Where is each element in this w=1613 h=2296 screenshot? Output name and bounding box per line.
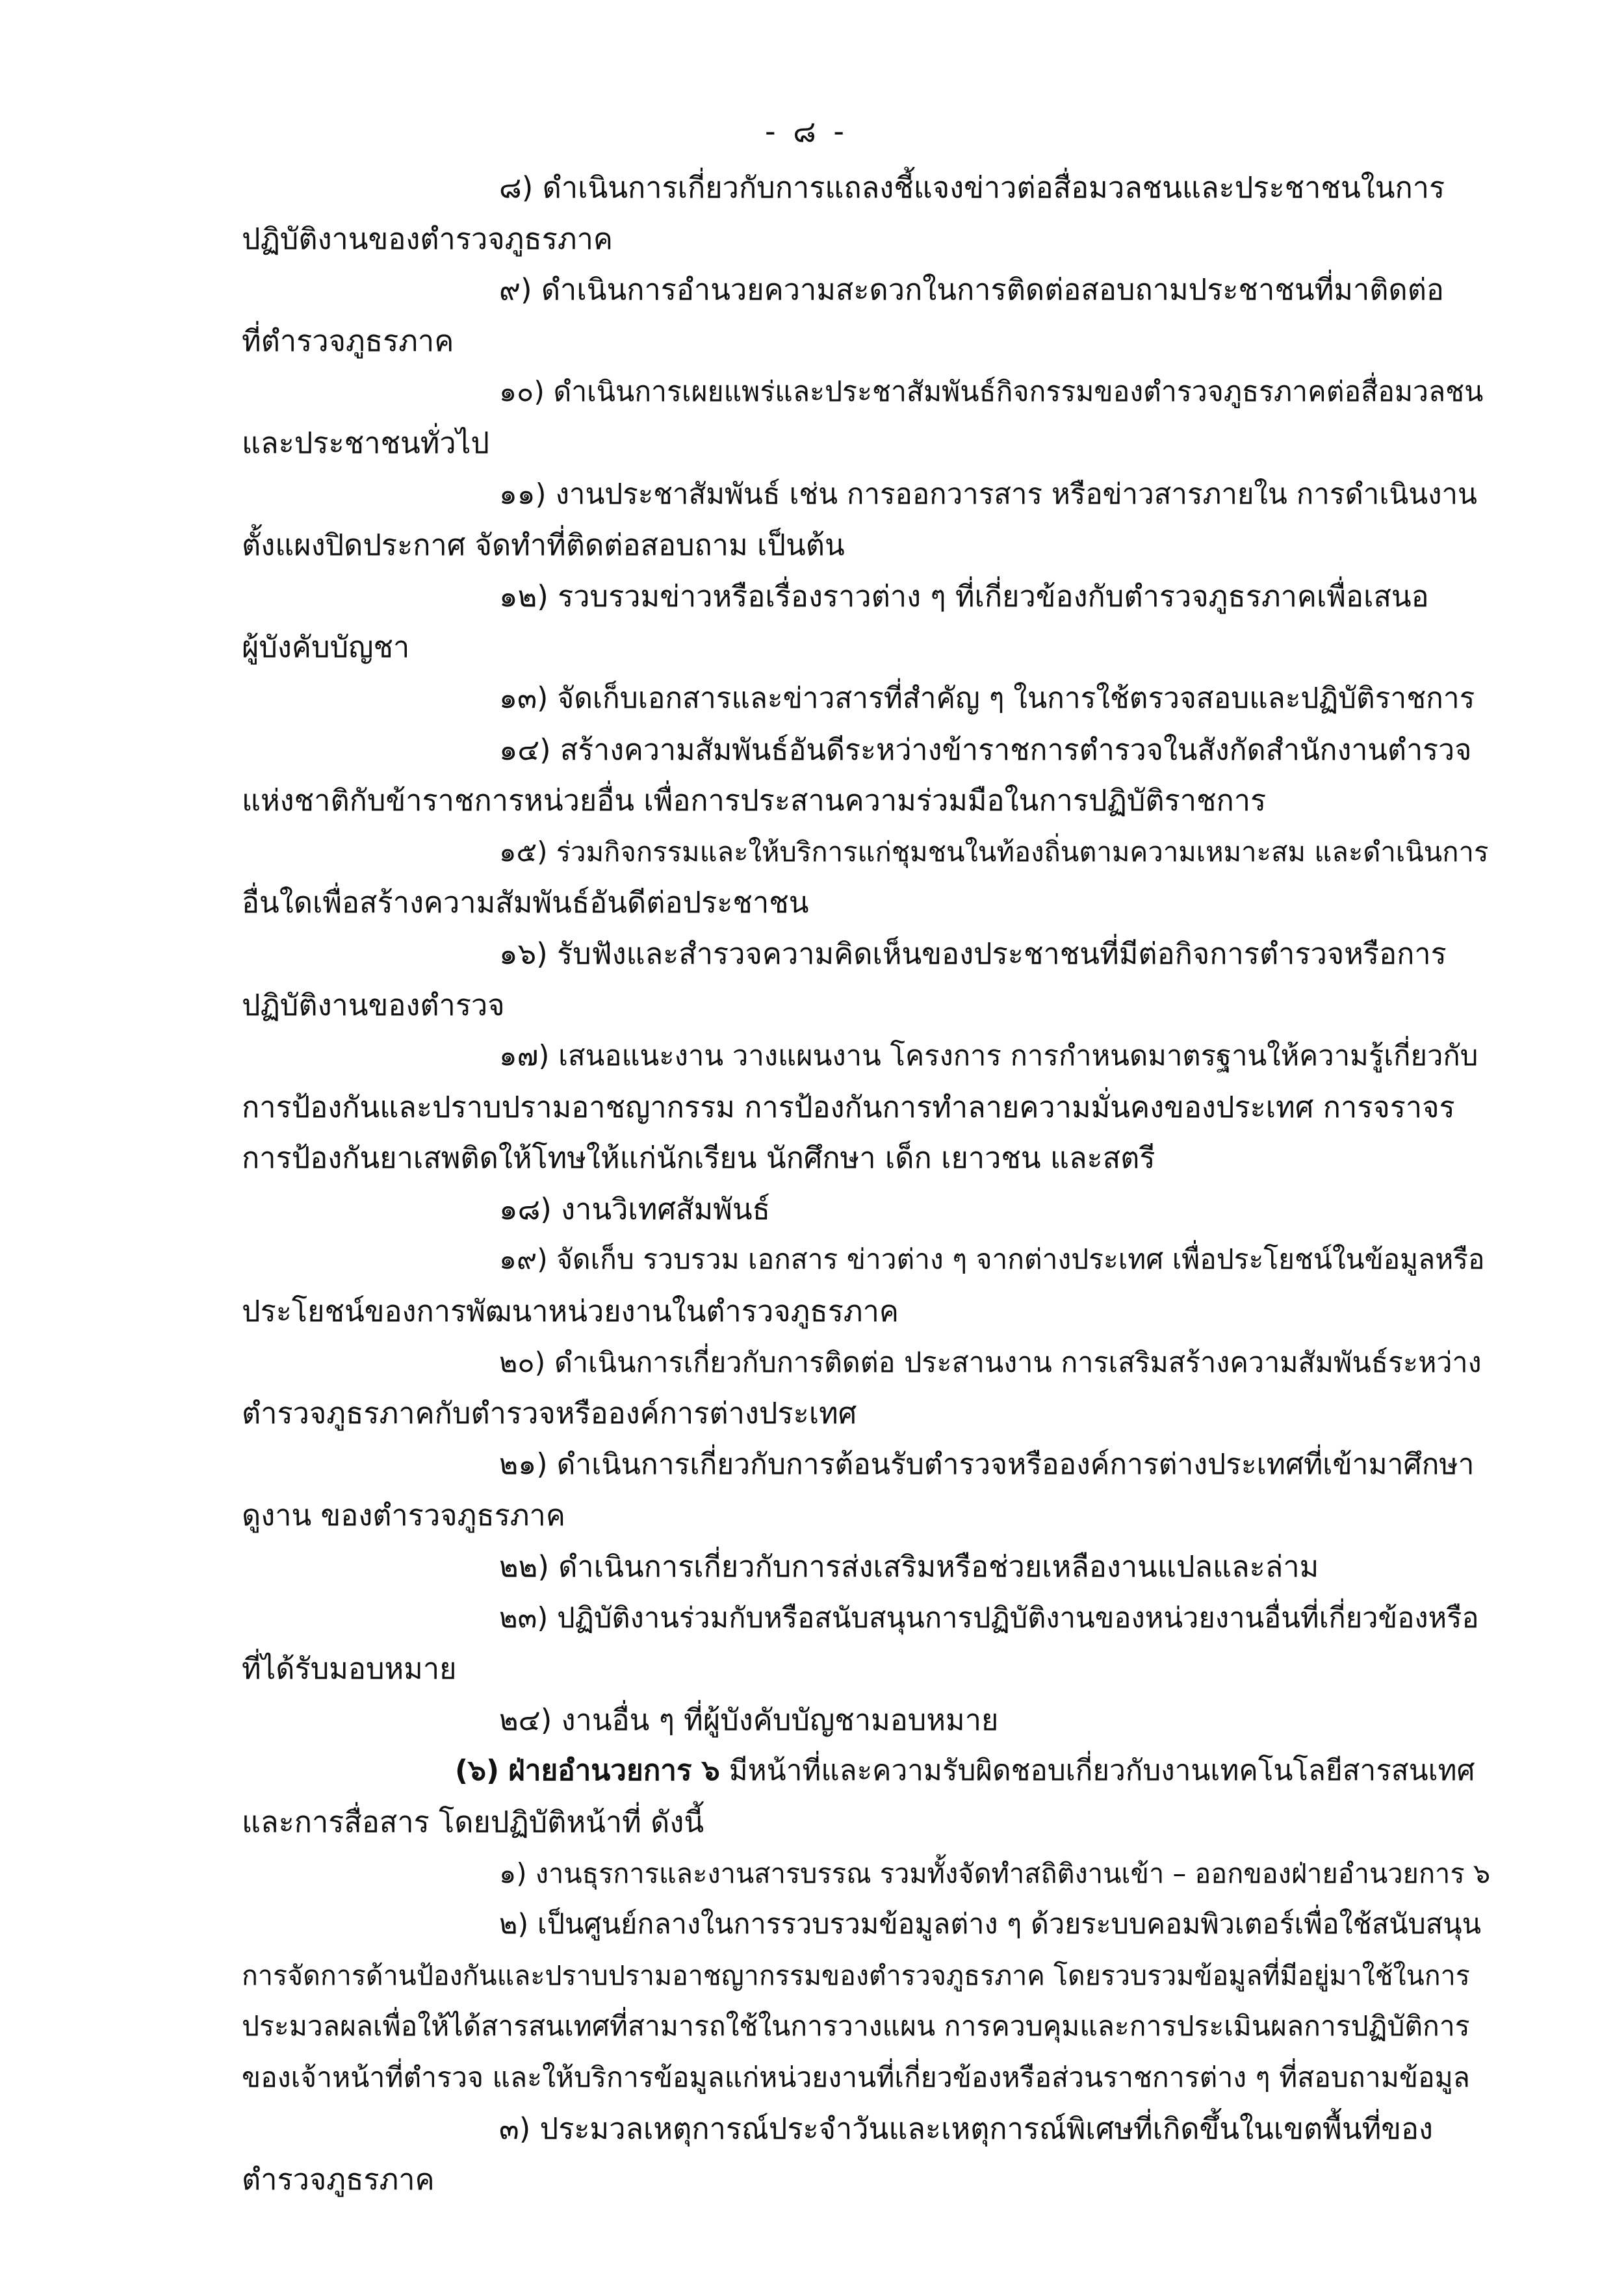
item-text: เป็นศูนย์กลางในการรวบรวมข้อมูลต่าง ๆ ด้วยระบบคอมพิวเตอร์เพื่อใช้สนับสนุน [537,1908,1482,1941]
item-text: รวบรวมข่าวหรือเรื่องราวต่าง ๆ ที่เกี่ยวข้องกับตำรวจภูธรภาคเพื่อเสนอ [558,578,1429,613]
list-item [242,1031,1477,1082]
list-item-continuation [242,877,1477,929]
item-number: ๑๙) [499,1244,548,1276]
section-list-item-continuation [242,2154,1477,2206]
item-number: ๑๐) [499,376,545,409]
item-text: ดำเนินการอำนวยความสะดวกในการติดต่อสอบถามประชาชนที่มาติดต่อ [541,272,1444,307]
item-text: ดูงาน ของตำรวจภูธรภาค [242,1498,565,1533]
list-item-continuation [242,1082,1477,1133]
list-item [242,1593,1477,1644]
item-number: ๒) [499,1908,529,1941]
item-text: ดำเนินการเกี่ยวกับการติดต่อ ประสานงาน การเสริมสร้างความสัมพันธ์ระหว่าง [554,1346,1482,1379]
item-text: ปฏิบัติงานของตำรวจภูธรภาค [242,221,613,256]
item-text: งานวิเทศสัมพันธ์ [561,1191,771,1226]
item-text: จัดเก็บ รวบรวม เอกสาร ข่าวต่าง ๆ จากต่างประเทศ เพื่อประโยชน์ในข้อมูลหรือ [556,1244,1485,1276]
item-text: การป้องกันและปราบปรามอาชญากรรม การป้องกันการทำลายความมั่นคงของประเทศ การจราจร [242,1089,1455,1124]
item-number: ๑๔) [499,732,551,767]
list-item-continuation [242,214,1477,265]
item-text: รับฟังและสำรวจความคิดเห็นของประชาชนที่มีต่อกิจการตำรวจหรือการ [557,936,1447,971]
list-item [242,1439,1477,1491]
item-text: ตำรวจภูธรภาค [242,2162,435,2197]
list-item [242,571,1477,623]
list-item [242,264,1477,316]
item-text: ประมวลเหตุการณ์ประจำวันและเหตุการณ์พิเศษที่เกิดขึ้นในเขตพื้นที่ของ [539,2111,1434,2146]
list-item-continuation [242,622,1477,673]
document-body [242,162,1491,2206]
list-item [242,1235,1485,1286]
section-heading [242,1746,1477,1797]
item-text: ประมวลผลเพื่อให้ได้สารสนเทศที่สามารถใช้ในการวางแผน การควบคุมและการประเมินผลการปฏิบัติการ [242,2010,1470,2043]
section-text: และการสื่อสาร โดยปฏิบัติหน้าที่ ดังนี้ [242,1805,704,1839]
item-text: เสนอแนะงาน วางแผนงาน โครงการ การกำหนดมาตรฐานให้ความรู้เกี่ยวกับ [558,1040,1478,1073]
list-item [242,1184,1477,1235]
item-number: ๑๓) [499,681,548,715]
list-item [242,673,1477,725]
item-text: ดำเนินการเกี่ยวกับการต้อนรับตำรวจหรือองค์การต่างประเทศที่เข้ามาศึกษา [556,1447,1475,1481]
section-list-item [242,1848,1491,1900]
item-number: ๒๐) [499,1346,546,1379]
item-text: การป้องกันยาเสพติดให้โทษให้แก่นักเรียน นักศึกษา เด็ก เยาวชน และสตรี [242,1141,1155,1176]
item-text: ดำเนินการเกี่ยวกับการแถลงชี้แจงข่าวต่อสื่อมวลชนและประชาชนในการ [542,170,1445,205]
item-text: ปฏิบัติงานร่วมกับหรือสนับสนุนการปฏิบัติงานของหน่วยงานอื่นที่เกี่ยวข้องหรือ [557,1601,1479,1634]
item-number: ๘) [499,170,534,205]
list-item [242,1541,1477,1593]
item-text: ผู้บังคับบัญชา [242,630,410,665]
item-text: งานประชาสัมพันธ์ เช่น การออกวารสาร หรือข่าวสารภายใน การดำเนินงาน [555,477,1477,511]
item-number: ๑๕) [499,835,548,868]
list-item [242,469,1477,521]
section-heading-continuation [242,1797,1477,1848]
item-number: ๑๑) [499,477,547,511]
item-number: ๙) [499,272,532,307]
item-text: ประโยชน์ของการพัฒนาหน่วยงานในตำรวจภูธรภาค [242,1294,899,1329]
list-item [242,1695,1477,1746]
item-text: ของเจ้าหน้าที่ตำรวจ และให้บริการข้อมูลแก่หน่วยงานที่เกี่ยวข้องหรือส่วนราชการต่าง ๆ ที่สอบถามข้อมูล [242,2061,1470,2094]
list-item-continuation [242,980,1477,1031]
item-number: ๑๒) [499,578,548,613]
item-number: ๒๔) [499,1702,552,1737]
list-item [242,367,1484,418]
list-item-continuation [242,1133,1477,1184]
item-text: งานธุรการและงานสารบรรณ รวมทั้งจัดทำสถิติงานเข้า – ออกของฝ่ายอำนวยการ ๖ [535,1857,1491,1889]
list-item-continuation [242,775,1477,827]
list-item [242,725,1477,776]
list-item-continuation [242,418,1477,469]
item-number: ๒๓) [499,1601,548,1634]
page-number: - ๘ - [765,114,848,149]
section-number: (๖) [455,1754,500,1788]
list-item [242,827,1489,878]
item-text: การจัดการด้านป้องกันและปราบปรามอาชญากรรมของตำรวจภูธรภาค โดยรวบรวมข้อมูลที่มีอยู่มาใช้ในการ [242,1959,1470,1991]
list-item-continuation [242,1490,1477,1541]
list-item-continuation [242,1388,1477,1439]
list-item-continuation [242,316,1477,367]
list-item [242,162,1477,214]
item-number: ๒๒) [499,1549,549,1584]
item-number: ๑๘) [499,1191,552,1226]
item-text: ที่ได้รับมอบหมาย [242,1651,457,1686]
item-number: ๑) [499,1857,527,1889]
item-text: ตำรวจภูธรภาคกับตำรวจหรือองค์การต่างประเทศ [242,1396,857,1431]
section-list-item-continuation [242,2052,1477,2104]
item-number: ๓) [499,2111,531,2146]
item-text: ปฏิบัติงานของตำรวจ [242,987,505,1022]
item-text: ดำเนินการเกี่ยวกับการส่งเสริมหรือช่วยเหลืองานแปลและล่าม [558,1549,1319,1584]
list-item [242,929,1477,980]
section-list-item [242,1899,1482,1950]
list-item [242,1337,1482,1389]
item-text: สร้างความสัมพันธ์อันดีระหว่างข้าราชการตำรวจในสังกัดสำนักงานตำรวจ [560,732,1472,767]
list-item-continuation [242,1286,1477,1337]
item-text: ดำเนินการเผยแพร่และประชาสัมพันธ์กิจกรรมของตำรวจภูธรภาคต่อสื่อมวลชน [553,376,1484,409]
item-text: ร่วมกิจกรรมและให้บริการแก่ชุมชนในท้องถิ่นตามความเหมาะสม และดำเนินการ [556,835,1489,868]
section-list-item-continuation [242,1950,1477,2002]
item-number: ๑๗) [499,1040,550,1073]
section-list-item [242,2104,1477,2155]
item-text: จัดเก็บเอกสารและข่าวสารที่สำคัญ ๆ ในการใช้ตรวจสอบและปฏิบัติราชการ [557,681,1475,715]
item-text: ตั้งแผงปิดประกาศ จัดทำที่ติดต่อสอบถาม เป็นต้น [242,528,845,563]
item-text: แห่งชาติกับข้าราชการหน่วยอื่น เพื่อการประสานความร่วมมือในการปฏิบัติราชการ [242,783,1267,818]
item-number: ๒๑) [499,1447,548,1481]
list-item-continuation [242,1644,1477,1695]
section-list-item-continuation [242,2001,1477,2052]
item-text: และประชาชนทั่วไป [242,425,489,460]
section-text: มีหน้าที่และความรับผิดชอบเกี่ยวกับงานเทคโนโลยีสารสนเทศ [729,1754,1475,1788]
list-item-continuation [242,520,1477,571]
item-text: งานอื่น ๆ ที่ผู้บังคับบัญชามอบหมาย [561,1702,999,1737]
section-title: ฝ่ายอำนวยการ ๖ [508,1754,720,1788]
item-text: ที่ตำรวจภูธรภาค [242,323,454,358]
item-number: ๑๖) [499,936,548,971]
item-text: อื่นใดเพื่อสร้างความสัมพันธ์อันดีต่อประชาชน [242,885,809,920]
